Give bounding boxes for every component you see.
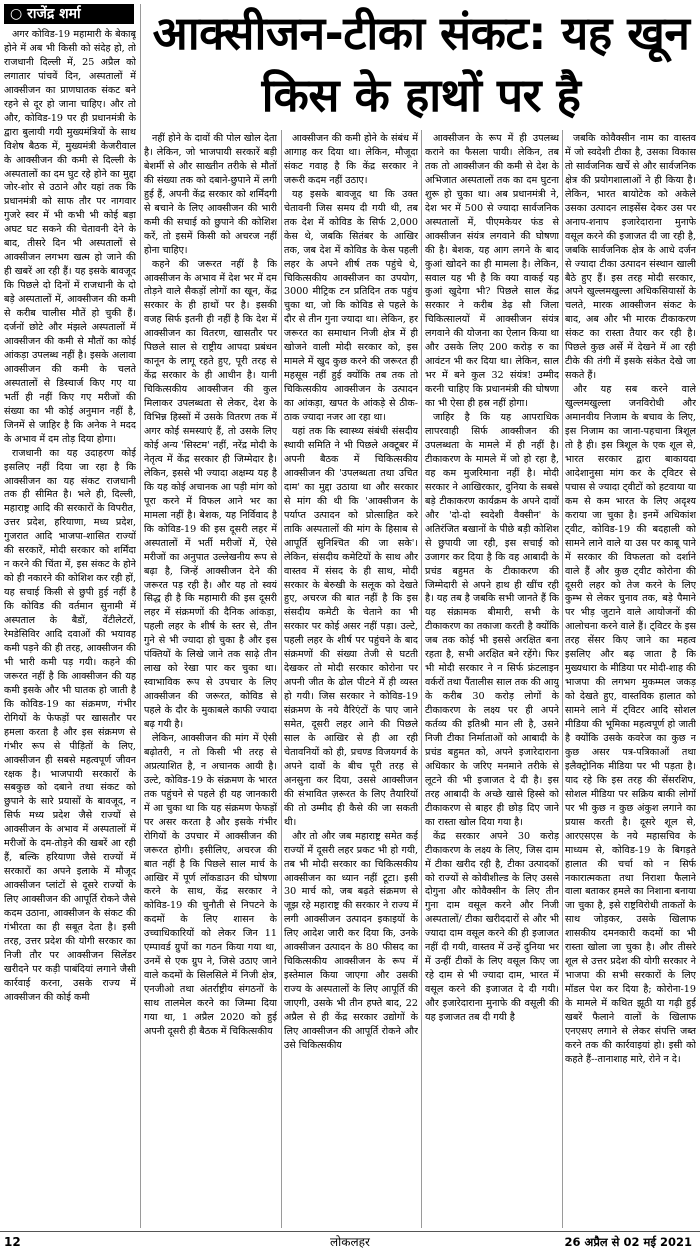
article-column-1 [4, 28, 136, 1228]
paragraph: अगर कोविड-19 महामारी के बेकाबू होने में अब भी किसी को संदेह हो, तो राजधानी दिल्ली में, 25 अप्रैल को लगातार पांचवें दिन, अस्पतालों में आक्सीजन का प्राणघातक संकट बने रहने से दूर हो जाना चाहिए। और तो और, कोविड-19 पर ही प्रधानमंत्री के द्वारा बुलायी गयी मुख्यमंत्रियों के साथ विशेष बैठक में, मुख्यमंत्री केजरीवाल के आक्सीजन की कमी से दिल्ली के अस्पतालों का दम घुट रहे होने का मुद्दा जोर-शोर से उठाने और यहां तक कि प्रधानमंत्री को साफ तौर पर नागवार गुजरे स्वर में भी कभी भी कोई बड़ा अघट घट सकने की चेतावनी देने के बाद, तीसरे दिन भी अस्पतालों से आक्सीजन लगभग खत्म हो जाने की ही खबरें आ रही हैं। यह इसके बावजूद कि पिछले दो दिनों में राजधानी के दो बड़े अस्पतालों में, आक्सीजन की कमी से करीब चालीस मौतें हो चुकी हैं। दर्जनों छोटे और मंझले अस्पतालों में आक्सीजन की कमी से मौतों का कोई आंकड़ा उपलब्ध नहीं है। इसके अलावा आक्सीजन की कमी के चलते अस्पतालों से डिस्चार्ज किए गए या भर्ती ही नहीं किए गए मरीजों की संख्या का भी कोई अनुमान नहीं है, जिनमें से जाहिर है कि अनेक ने मदद के अभाव में दम तोड़ दिया होगा। [4, 29, 136, 445]
footer-divider [0, 1231, 700, 1232]
article-column-2 [144, 132, 277, 1228]
paragraph: यहां तक कि स्वास्थ्य संबंधी संसदीय स्थायी समिति ने भी पिछले अक्टूबर में अपनी बैठक में चिकित्सकीय आक्सीजन की 'उपलब्धता तथा उचित दाम' का मुद्दा उठाया था और सरकार से मांग की थी कि 'आक्सीजन के पर्याप्त उत्पादन को प्रोत्साहित करे ताकि अस्पतालों की मांग के हिसाब से आपूर्ति सुनिश्चित की जा सके'। लेकिन, संसदीय कमेटियों के साथ और वास्तव में संसद के ही साथ, मोदी सरकार के बेरुखी के सलूक को देखते हुए, अचरज की बात नहीं है कि इस संसदीय कमेटी के चेताने का भी सरकार पर कोई असर नहीं पड़ा। उल्टे, पहली लहर के शीर्ष पर पहुंचने के बाद संक्रमणों की संख्या तेजी से घटती देखकर तो मोदी सरकार कोरोना पर अपनी जीत के ढोल पीटने में ही व्यस्त हो गयी। जिस सरकार ने कोविड-19 संक्रमण के नये वैरिएंटों के पाए जाने समेत, दूसरी लहर आने की पिछले साल के आखिर से ही आ रही चेतावनियों को ही, प्रचण्ड विजयगर्व के अपने दावों के बीच पूरी तरह से अनसुना कर दिया, उससे आक्सीजन की संभावित ज़रूरत के लिए तैयारियों की तो उम्मीद ही कैसे की जा सकती थी। [284, 426, 418, 828]
paragraph: यह इसके बावजूद था कि उक्त चेतावनी जिस समय दी गयी थी, तब तक देश में कोविड के सिर्फ 2,000 केस थे, जबकि सितंबर के आखिर तक, जब देश में कोविड के केस पहली लहर के अपने शीर्ष तक पहुंचे थे, चिकित्सकीय आक्सीजन का उपयोग, 3000 मीट्रिक टन प्रतिदिन तक पहुंच चुका था, जो कि कोविड से पहले के दौर से तीन गुना ज्यादा था। लेकिन, हर जरूरत का समाधान निजी क्षेत्र में ही खोजने वाली मोदी सरकार को, इस मामले में खुद कुछ करने की जरूरत ही महसूस नहीं हुई क्योंकि तब तक तो चिकित्सकीय आक्सीजन के उत्पादन का आंकड़ा, खपत के आंकड़े से ठीक-ठाक ज्यादा नजर आ रहा था। [284, 188, 418, 424]
paragraph: और तो और जब महाराष्ट्र समेत कई राज्यों में दूसरी लहर प्रकट भी हो गयी, तब भी मोदी सरकार का चिकित्सकीय आक्सीजन का ध्यान नहीं टूटा। इसी 30 मार्च को, जब बढ़ते संक्रमण से जूझ रहे महाराष्ट्र की सरकार ने राज्य में लगी आक्सीजन उत्पादन इकाइयों के लिए आदेश जारी कर दिया कि, उनके आक्सीजन उत्पादन के 80 फीसद का चिकित्सकीय आक्सीजन के रूप में इस्तेमाल किया जाएगा और उसकी राज्य के अस्पतालों के लिए आपूर्ति की जाएगी, उसके भी तीन हफ्ते बाद, 22 अप्रैल से ही केंद्र सरकार उद्योगों के लिए आक्सीजन की आपूर्ति रोकने और उसे चिकित्सकीय [284, 830, 418, 1051]
paragraph: जाहिर है कि यह आपराधिक लापरवाही सिर्फ आक्सीजन की उपलब्धता के मामले में ही नहीं है। टीकाकरण के मामले में जो हो रहा है, वह कम मुजरिमाना नहीं है। मोदी सरकार ने आखिरकार, दुनिया के सबसे बड़े टीकाकरण कार्यक्रम के अपने दावों और 'दो-दो स्वदेशी वैक्सीन' के अतिरंजित बखानों के पीछे बड़ी कोशिश से छुपायी जा रही, इस सचाई को उजागर कर दिया है कि वह आबादी के प्रचंड बहुमत के टीकाकरण की जिम्मेदारी से अपने हाथ ही खींच रही है। यह तब है जबकि सभी जानते हैं कि यह संक्रामक बीमारी, सभी के टीकाकरण का तकाजा करती है क्योंकि जब तक कोई भी इससे अरक्षित बना रहता है, सभी अरक्षित बने रहेंगे। फिर भी मोदी सरकार ने न सिर्फ फ्रंटलाइन वर्करों तथा पैंतालीस साल तक की आयु के करीब 30 करोड़ लोगों के टीकाकरण के लक्ष्य पर ही अपने कर्तव्य की इतिश्री मान ली है, उसने निजी टीका निर्माताओं को आबादी के प्रचंड बहुमत को, अपने इजारेदाराना अधिकार के जरिए मनमाने तरीके से लूटने की भी इजाजत दे दी है। इस तरह आबादी के अच्छे खासे हिस्से को टीकाकरण से बाहर ही छोड़ दिए जाने का रास्ता खोल दिया गया है। [425, 412, 559, 828]
author-byline: ○ राजेंद्र शर्मा [4, 4, 134, 24]
column-divider [421, 130, 422, 1228]
paragraph: और यह सब करने वाले खुल्लमखुल्ला जनविरोधी और अमानवीय निजाम के बचाव के लिए, इस निजाम का जाना-पहचाना त्रिशूल तो है ही। इस त्रिशूल के एक शूल से, भारत सरकार द्वारा बाकायदा आदेशानुसा मांग कर के ट्विटर से पचास से ज्यादा ट्वीटों को हटवाया या कम से कम भारत के लिए अदृश्य कराया जा चुका है। इनमें अधिकांश ट्वीट, कोविड-19 की बदहाली को सामने लाने वाले या उस पर काबू पाने में सरकार की विफलता को दर्शाने वाले हैं और कुछ ट्वीट कोरोना की दूसरी लहर को तेज करने के लिए कुम्भ से लेकर चुनाव तक, बड़े पैमाने पर भीड़ जुटाने वाले आयोजनों की आलोचना करने वाले हैं। ट्विटर के इस तरह सेंसर किए जाने का महत्व इसलिए और बढ़ जाता है कि मुख्यधारा के मीडिया पर मोदी-शाह की भाजपा की लगभग मुकम्मल जकड़ को देखते हुए, वास्तविक हालात को सामने लाने में ट्विटर आदि सोशल मीडिया की भूमिका महत्वपूर्ण हो जाती है क्योंकि उसके कवरेज का कुछ न कुछ असर पत्र-पत्रिकाओं तथा इलैक्ट्रोनिक मीडिया पर भी पड़ता है। याद रहे कि इस तरह की सेंसरशिप, सोशल मीडिया पर सक्रिय बाकी लोगों पर भी कुछ न कुछ अंकुश लगाने का प्रयास करती है। दूसरे शूल से, आरएसएस के नये महासचिव के माध्यम से, कोविड-19 के बिगड़ते हालात की चर्चा को न सिर्फ नकारात्मकता तथा निराशा फैलाने वाला बताकर हमले का निशाना बनाया जा चुका है, इसे राष्ट्रविरोधी ताकतों के साथ जोड़कर, उसके खिलाफ शासकीय दमनकारी कदमों का भी रास्ता खोला जा चुका है। और तीसरे शूल से उत्तर प्रदेश की योगी सरकार ने भाजपा की सभी सरकारों के लिए मॉडल पेश कर दिया है; कोरोना-19 के मामले में कथित झूठी या गढ़ी हुई खबरें फैलाने वालों के खिलाफ एनएसए लगाने से लेकर संपत्ति जब्त करने तक की कार्रवाइयां हो। इसी को कहते हैं--तानाशाह मारे, रोने न दे। [565, 384, 696, 1065]
column-divider [140, 4, 141, 1228]
article-column-4 [425, 132, 559, 1228]
paragraph: लेकिन, आक्सीजन की मांग में ऐसी बढ़ोतरी, न तो किसी भी तरह से अप्रत्याशित है, न अचानक आयी है। उल्टे, कोविड-19 के संक्रमण के भारत तक पहुंचने से पहले ही यह जानकारी में आ चुका था कि यह संक्रमण फेफड़ों पर असर करता है और इसके गंभीर रोगियों के उपचार में आक्सीजन की जरूरत होगी। इसीलिए, अचरज की बात नहीं है कि पिछले साल मार्च के आखिर में पूर्ण लॉकडाउन की घोषणा करने के साथ, केंद्र सरकार ने कोविड-19 की चुनौती से निपटने के कदमों के लिए शासन के उच्चाधिकारियों को लेकर जिन 11 एम्पावर्ड ग्रुपों का गठन किया गया था, उनमें से एक ग्रुप ने, जिसे उठाए जाने वाले कदमों के सिलसिले में निजी क्षेत्र, एनजीओ तथा अंतर्राष्ट्रीय संगठनों के साथ तालमेल करने का जिम्मा दिया गया था, 1 अप्रैल 2020 को हुई अपनी दूसरी ही बैठक में चिकित्सकीय [144, 732, 277, 1037]
column-divider [562, 130, 563, 1228]
article-column-3 [284, 132, 418, 1228]
headline-line-1: आक्सीजन-टीका संकट: यह खून [152, 6, 690, 60]
paragraph: केंद्र सरकार अपने 30 करोड़ टीकाकरण के लक्ष्य के लिए, जिस दाम में टीका खरीद रही है, टीका उत्पादकों को राज्यों से कोवीशील्ड के लिए उससे दोगुना और कोवैक्सीन के लिए तीन गुना दाम वसूल करने और निजी अस्पतालों/ टीका खरीददारों से और भी ज्यादा दाम वसूल करने की ही इजाजत नहीं दी गयी, वास्तव में उन्हें दुनिया भर में उन्हीं टीकों के लिए वसूल किए जा रहे दाम से भी ज्यादा दाम, भारत में वसूल करने की इजाजत दे दी गयी। और इजारेदाराना मुनाफे की वसूली की यह इजाजत तब दी गयी है [425, 830, 559, 1024]
paragraph: कहने की जरूरत नहीं है कि आक्सीजन के अभाव में देश भर में दम तोड़ने वाले सैकड़ों लोगों का खून, केंद्र सरकार के ही हाथों पर है। इसकी वजह सिर्फ इतनी ही नहीं है कि देश में आक्सीजन का वितरण, खासतौर पर पिछले साल से राष्ट्रीय आपदा प्रबंधन कानून के लागू रहते हुए, पूरी तरह से केंद्र सरकार के ही आधीन है। यानी चिकित्सकीय आक्सीजन की कुल मिलाकर उपलब्धता से लेकर, देश के विभिन्न हिस्सों में उसके वितरण तक में अगर कोई समस्याएं हैं, तो उसके लिए कोई अन्य 'सिस्टम' नहीं, नरेंद्र मोदी के नेतृत्व में केंद्र सरकार ही जिम्मेदार है। लेकिन, इससे भी ज्यादा अक्षम्य यह है कि यह कोई अचानक आ पड़ी मांग को पूरा करने में विफल आने भर का मामला नहीं है। बेशक, यह निर्विवाद है कि कोविड-19 की इस दूसरी लहर में अस्पतालों में भर्ती मरीजों में, ऐसे मरीजों का अनुपात उल्लेखनीय रूप से बढ़ा है, जिन्हें आक्सीजन देने की जरूरत पड़ रही है। और यह तो स्वयं सिद्ध ही है कि महामारी की इस दूसरी लहर में संक्रमणों की दैनिक आंकड़ा, पहली लहर के शीर्ष के स्तर से, तीन गुने से भी ज्यादा हो चुका है और इस पंक्तियों के लिखे जाने तक साढ़े तीन लाख को रेखा पार कर चुका था। स्वाभाविक रूप से उपचार के लिए आक्सीजन की जरूरत, कोविड से पहले के दौर के मुकाबले काफी ज्यादा बढ़ गयी है। [144, 258, 277, 731]
paragraph: नहीं होने के दावों की पोल खोल देता है। लेकिन, जो भाजपायी सरकारें बड़ी बेशर्मी से और साख्तीन तरीके से मौतों की संख्या तक को दबाने-छुपाने में लगी हुई हैं, अपनी केंद्र सरकार को शर्मिंदगी से बचाने के लिए आक्सीजन की भारी कमी की सचाई को छुपाने की कोशिश करें, तो इसमें किसी को अचरज नहीं होना चाहिए। [144, 133, 277, 256]
article-headline [146, 2, 696, 126]
headline-line-2: किस के हाथों पर है [261, 68, 581, 122]
paragraph: आक्सीजन की कमी होने के संबंध में आगाह कर दिया था। लेकिन, मौजूदा संकट गवाह है कि केंद्र सरकार ने जरूरी कदम नहीं उठाए। [284, 133, 418, 186]
column-divider [281, 130, 282, 1228]
paragraph: राजधानी का यह उदाहरण कोई इसलिए नहीं दिया जा रहा है कि आक्सीजन का यह संकट राजधानी तक ही सीमित है। भले ही, दिल्ली, महाराष्ट्र आदि की सरकारों के विपरीत, उत्तर प्रदेश, हरियाणा, मध्य प्रदेश, गुजरात आदि भाजपा-शासित राज्यों की सरकारें, मोदी सरकार को शर्मिंदा न करने की चिंता में, इस संकट के होने को ही नकारने की कोशिश कर रही हों, यह सचाई किसी से छुपी हुई नहीं है कि कोविड की वर्तमान सुनामी में अस्पताल के बैडों, वेंटीलेटरों, रेमडेसिविर आदि दवाओं की भयावह कमी पड़ने की ही तरह, आक्सीजन की भी भारी कमी पड़ गयी। कहने की जरूरत नहीं है कि आक्सीजन की यह कमी इसके और भी घातक हो जाती है कि कोविड-19 का संक्रमण, गंभीर रोगियों के फेफड़ों पर खासतौर पर हमला करता है और इस संक्रमण से गंभीर रूप से पीड़ितों के लिए, आक्सीजन ही सबसे महत्वपूर्ण जीवन रक्षक है। भाजपायी सरकारों के सबकुछ को दबाने तथा संकट को छुपाने के सारे प्रयासों के बावजूद, न सिर्फ मध्य प्रदेश जैसे राज्यों से आक्सीजन के अभाव में अस्पतालों में मरीजों के दम-तोड़ने की खबरें आ रही हैं, बल्कि हरियाणा जैसे राज्यों में सरकारों का अपने इलाके में मौजूद आक्सीजन प्लांटों से दूसरे राज्यों के लिए आक्सीजन की आपूर्ति रोकने जैसे कदम उठाना, आक्सीजन के संकट की गंभीरता का ही सबूत देता है। इसी तरह, उत्तर प्रदेश की योगी सरकार का निजी तौर पर आक्सीजन सिलेंडर खरीदने पर कड़ी पाबंदियां लगाने जैसी कार्रवाई करना, उसके राज्य में आक्सीजन की कोई कमी [4, 447, 136, 1003]
page-number: 12 [4, 1235, 21, 1249]
issue-date: 26 अप्रैल से 02 मई 2021 [564, 1235, 692, 1249]
article-column-5 [565, 132, 696, 1228]
paragraph: जबकि कोवैक्सीन नाम का वास्तव में जो स्वदेशी टीका है, उसका विकास तो सार्वजनिक खर्चे से और सार्वजनिक क्षेत्र की प्रयोगशालाओं ने ही किया है। लेकिन, भारत बायोटेक को अकेले उसका उत्पादन लाइसेंस देकर उस पर अनाप-शनाप इजारेदाराना मुनाफे वसूल करने की इजाजत दी जा रही है, जबकि सार्वजनिक क्षेत्र के आधे दर्जन से ज्यादा टीका उत्पादन संस्थान खाली बैठे हुए हैं। इस तरह मोदी सरकार, अपने खुल्लमखुल्ला अधिकसियासों के चलते, मारक आक्सीजन संकट के बाद, अब और भी मारक टीकाकरण संकट का रास्ता तैयार कर रही है। पिछले कुछ अर्से में देखने में आ रही टीके की तंगी में इसके संकेत देखे जा सकते हैं। [565, 133, 696, 382]
paragraph: आक्सीजन के रूप में ही उपलब्ध कराने का फैसला पायी। लेकिन, तब तक तो आक्सीजन की कमी से देश के अभिजात अस्पतालों तक का दम घुटना शुरू हो चुका था। अब प्रधानमंत्री ने, देश भर में 500 से ज्यादा सार्वजनिक अस्पतालों में, पीएमकेयर फंड से आक्सीजन संयंत्र लगवाने की घोषणा की है। बेशक, यह आग लगने के बाद कुआं खोदने का ही मामला है। लेकिन, सवाल यह भी है कि क्या वाकई यह कुआं खुदेगा भी? पिछले साल केंद्र सरकार ने करीब डेढ़ सौ जिला चिकित्सालयों में आक्सीजन संयंत्र लगवाने की योजना का ऐलान किया था और उसके लिए 200 करोड़ रु का आवंटन भी कर दिया था। लेकिन, साल भर में बने कुल 32 संयंत्र! उम्मीद करनी चाहिए कि प्रधानमंत्री की घोषणा का भी ऐसा ही हस्र नहीं होगा। [425, 133, 559, 410]
publication-name: लोकलहर [330, 1235, 370, 1249]
